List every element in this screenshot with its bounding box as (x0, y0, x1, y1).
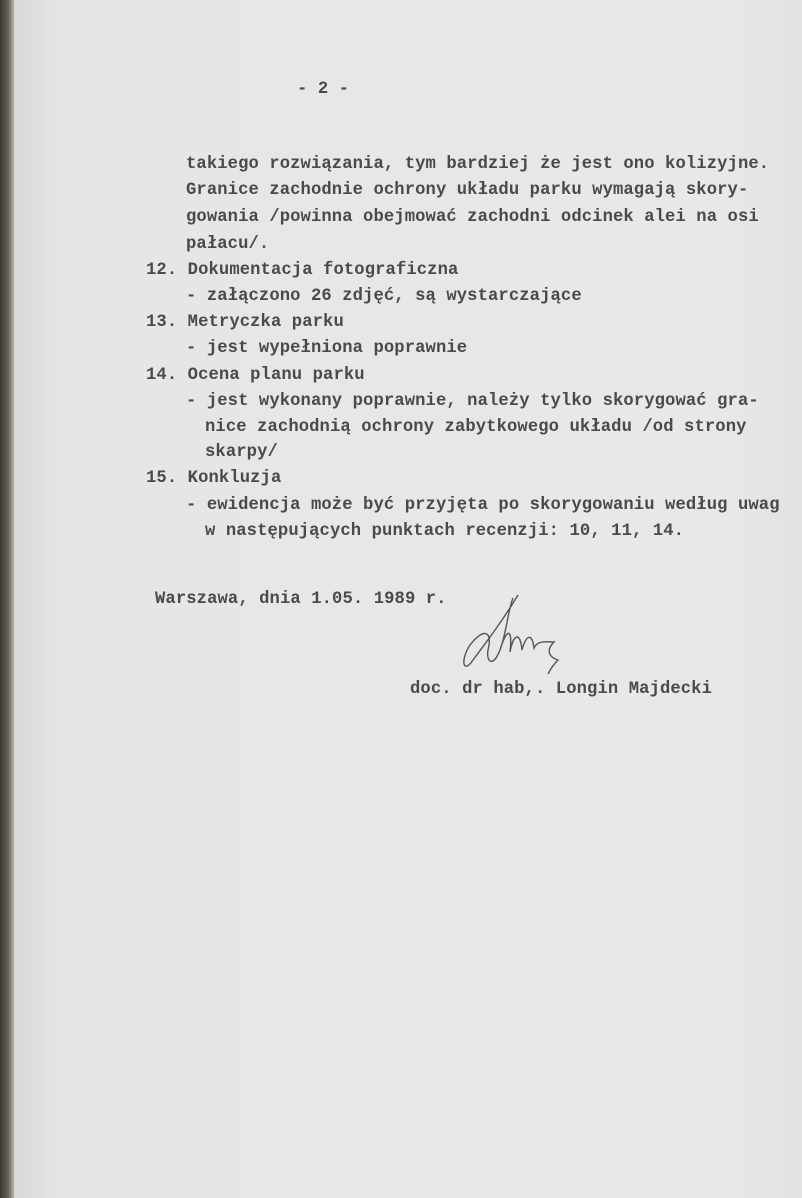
item-14-text: nice zachodnią ochrony zabytkowego układu /od strony (205, 418, 747, 437)
item-14-text: - jest wykonany poprawnie, należy tylko skorygować gra- (186, 392, 759, 411)
body-line: gowania /powinna obejmować zachodni odcinek alei na osi (186, 208, 759, 227)
item-13-text: - jest wypełniona poprawnie (186, 339, 468, 358)
book-binding (0, 0, 14, 1198)
body-line: Granice zachodnie ochrony układu parku wymagają skory- (186, 181, 749, 200)
item-12-text: - załączono 26 zdjęć, są wystarczające (186, 287, 582, 306)
item-15-text: - ewidencja może być przyjęta po skorygowaniu według uwag (186, 496, 780, 515)
item-15-heading: 15. Konkluzja (146, 469, 282, 488)
item-14-text: skarpy/ (205, 443, 278, 462)
handwritten-signature (458, 590, 618, 680)
body-line: takiego rozwiązania, tym bardziej że jest ono kolizyjne. (186, 155, 770, 174)
item-13-heading: 13. Metryczka parku (146, 313, 344, 332)
place-date: Warszawa, dnia 1.05. 1989 r. (155, 590, 447, 609)
item-14-heading: 14. Ocena planu parku (146, 366, 365, 385)
page-number: - 2 - (297, 80, 350, 99)
item-12-heading: 12. Dokumentacja fotograficzna (146, 261, 459, 280)
signatory-name: doc. dr hab,. Longin Majdecki (410, 680, 713, 699)
body-line: pałacu/. (186, 235, 270, 254)
item-15-text: w następujących punktach recenzji: 10, 11, 14. (205, 522, 685, 541)
